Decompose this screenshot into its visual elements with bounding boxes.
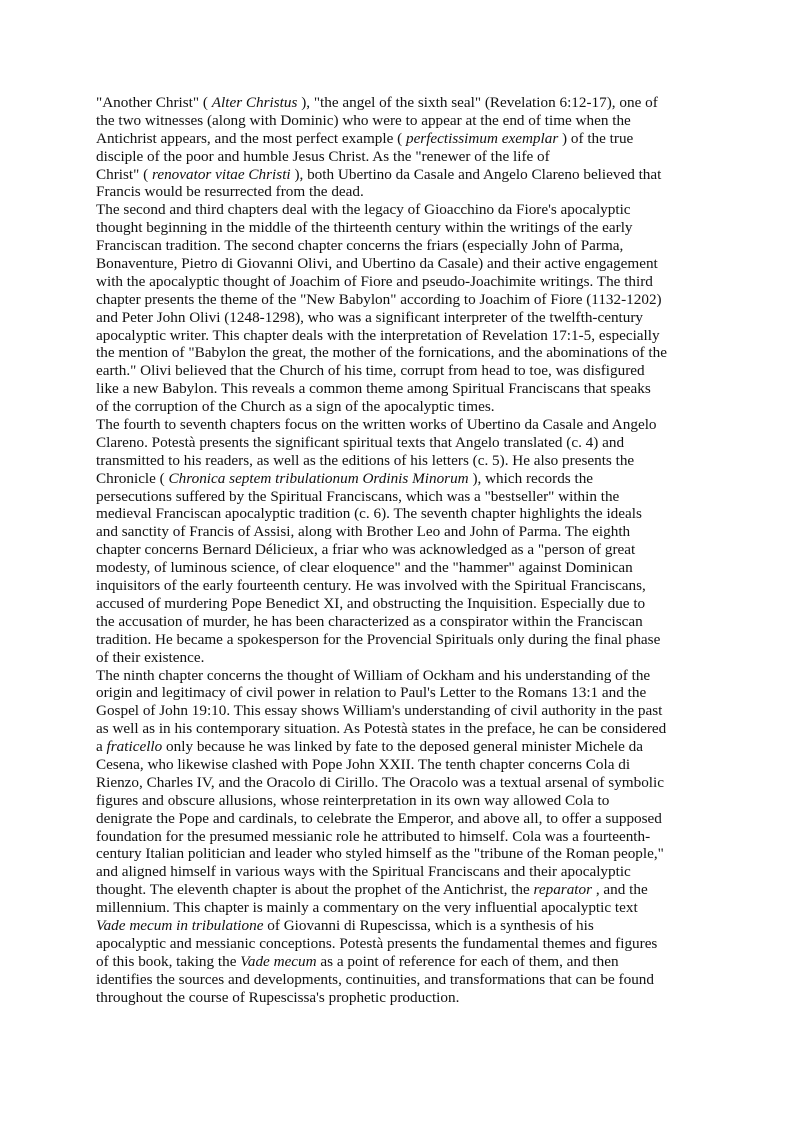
text-line: inquisitors of the early fourteenth century. He was involved with the Spiritual Franciscans, — [96, 577, 646, 595]
text-line: Francis would be resurrected from the dead. — [96, 183, 364, 201]
text-line: apocalyptic writer. This chapter deals with the interpretation of Revelation 17:1-5, especially — [96, 326, 660, 344]
text-line: as well as in his contemporary situation. As Potestà states in the preface, he can be considered — [96, 720, 667, 738]
text-line: The ninth chapter concerns the thought of William of Ockham and his understanding of the — [96, 666, 651, 684]
text-line: The fourth to seventh chapters focus on the written works of Ubertino da Casale and Angelo — [96, 416, 657, 434]
italic-term: Vade mecum in tribulatione — [96, 916, 264, 934]
text-line: and aligned himself in various ways with the Spiritual Franciscans and their apocalyptic — [96, 863, 631, 881]
text-line: Rienzo, Charles IV, and the Oracolo di Cirillo. The Oracolo was a textual arsenal of symbolic — [96, 773, 664, 791]
paragraph-chapters-nine-to-eleven — [96, 667, 708, 1007]
text-line: century Italian politician and leader who styled himself as the "tribune of the Roman people," — [96, 845, 664, 863]
text-line: figures and obscure allusions, whose reinterpretation in its own way allowed Cola to — [96, 791, 610, 809]
text-line: millennium. This chapter is mainly a commentary on the very influential apocalyptic text — [96, 899, 638, 917]
text-line: Chronicle ( Chronica septem tribulationum Ordinis Minorum ), which records the — [96, 469, 594, 487]
text-line: of this book, taking the Vade mecum as a point of reference for each of them, and then — [96, 952, 619, 970]
text-line: foundation for the presumed messianic role he attributed to himself. Cola was a fourteenth- — [96, 827, 651, 845]
text-line: Gospel of John 19:10. This essay shows William's understanding of civil authority in the past — [96, 702, 663, 720]
text-line: The second and third chapters deal with the legacy of Gioacchino da Fiore's apocalyptic — [96, 201, 631, 219]
text-line: and sanctity of Francis of Assisi, along with Brother Leo and John of Parma. The eighth — [96, 523, 631, 541]
text-line: medieval Franciscan apocalyptic tradition (c. 6). The seventh chapter highlights the ideals — [96, 505, 642, 523]
document-page — [96, 94, 708, 1006]
text-line: the two witnesses (along with Dominic) who were to appear at the end of time when the — [96, 111, 631, 129]
text-line: Christ" ( renovator vitae Christi ), both Ubertino da Casale and Angelo Clareno believed that — [96, 165, 662, 183]
text-line: with the apocalyptic thought of Joachim of Fiore and pseudo-Joachimite writings. The third — [96, 272, 653, 290]
text-line: thought beginning in the middle of the thirteenth century within the writings of the early — [96, 219, 633, 237]
italic-term: Alter Christus — [211, 94, 298, 111]
italic-term: perfectissimum exemplar — [405, 129, 559, 147]
text-line: like a new Babylon. This reveals a common theme among Spiritual Franciscans that speaks — [96, 380, 651, 398]
text-line: chapter presents the theme of the "New Babylon" according to Joachim of Fiore (1132-1202) — [96, 290, 662, 308]
text-line: the mention of "Babylon the great, the mother of the fornications, and the abominations of the — [96, 344, 667, 362]
text-line: disciple of the poor and humble Jesus Christ. As the "renewer of the life of — [96, 147, 550, 165]
text-line: origin and legitimacy of civil power in relation to Paul's Letter to the Romans 13:1 and the — [96, 684, 647, 702]
text-line: Vade mecum in tribulatione of Giovanni di Rupescissa, which is a synthesis of his — [96, 916, 594, 934]
text-line: earth." Olivi believed that the Church of his time, corrupt from head to toe, was disfigured — [96, 362, 645, 380]
italic-term: Chronica septem tribulationum Ordinis Minorum — [168, 469, 469, 487]
italic-term: reparator — [533, 881, 593, 899]
text-line: Clareno. Potestà presents the significant spiritual texts that Angelo translated (c. 4) and — [96, 433, 625, 451]
text-line: throughout the course of Rupescissa's prophetic production. — [96, 988, 460, 1006]
paragraph-francis-titles — [96, 94, 708, 201]
text-line: denigrate the Pope and cardinals, to celebrate the Emperor, and above all, to offer a supposed — [96, 809, 662, 827]
text-line: modesty, of luminous science, of clear eloquence" and the "hammer" against Dominican — [96, 559, 633, 577]
text-line: persecutions suffered by the Spiritual Franciscans, which was a "bestseller" within the — [96, 487, 620, 505]
text-line: tradition. He became a spokesperson for the Provencial Spirituals only during the final phase — [96, 630, 661, 648]
text-line: of their existence. — [96, 648, 205, 666]
text-line: identifies the sources and developments, continuities, and transformations that can be found — [96, 970, 654, 988]
italic-term: fraticello — [106, 738, 163, 756]
text-line: apocalyptic and messianic conceptions. Potestà presents the fundamental themes and figures — [96, 934, 658, 952]
text-line: thought. The eleventh chapter is about the prophet of the Antichrist, the reparator , and the — [96, 881, 648, 899]
text-line: Franciscan tradition. The second chapter concerns the friars (especially John of Parma, — [96, 237, 624, 255]
text-line: Bonaventure, Pietro di Giovanni Olivi, and Ubertino da Casale) and their active engagement — [96, 255, 658, 273]
text-line: "Another Christ" ( Alter Christus ), "the angel of the sixth seal" (Revelation 6:12-17), one of — [96, 94, 658, 111]
paragraph-chapters-two-three — [96, 201, 708, 416]
paragraph-chapters-four-to-eight — [96, 416, 708, 666]
text-line: and Peter John Olivi (1248-1298), who was a significant interpreter of the twelfth-century — [96, 308, 644, 326]
text-line: a fraticello only because he was linked by fate to the deposed general minister Michele da — [96, 738, 644, 756]
text-line: Antichrist appears, and the most perfect example ( perfectissimum exemplar ) of the true — [96, 129, 634, 147]
italic-term: Vade mecum — [240, 952, 317, 970]
italic-term: renovator vitae Christi — [151, 165, 291, 183]
text-line: Cesena, who likewise clashed with Pope John XXII. The tenth chapter concerns Cola di — [96, 755, 631, 773]
text-line: accused of murdering Pope Benedict XI, and obstructing the Inquisition. Especially due to — [96, 594, 646, 612]
text-line: transmitted to his readers, as well as the editions of his letters (c. 5). He also presents the — [96, 451, 635, 469]
text-line: of the corruption of the Church as a sign of the apocalyptic times. — [96, 398, 495, 416]
text-line: the accusation of murder, he has been characterized as a conspirator within the Franciscan — [96, 612, 643, 630]
text-line: chapter concerns Bernard Délicieux, a friar who was acknowledged as a "person of great — [96, 541, 636, 559]
